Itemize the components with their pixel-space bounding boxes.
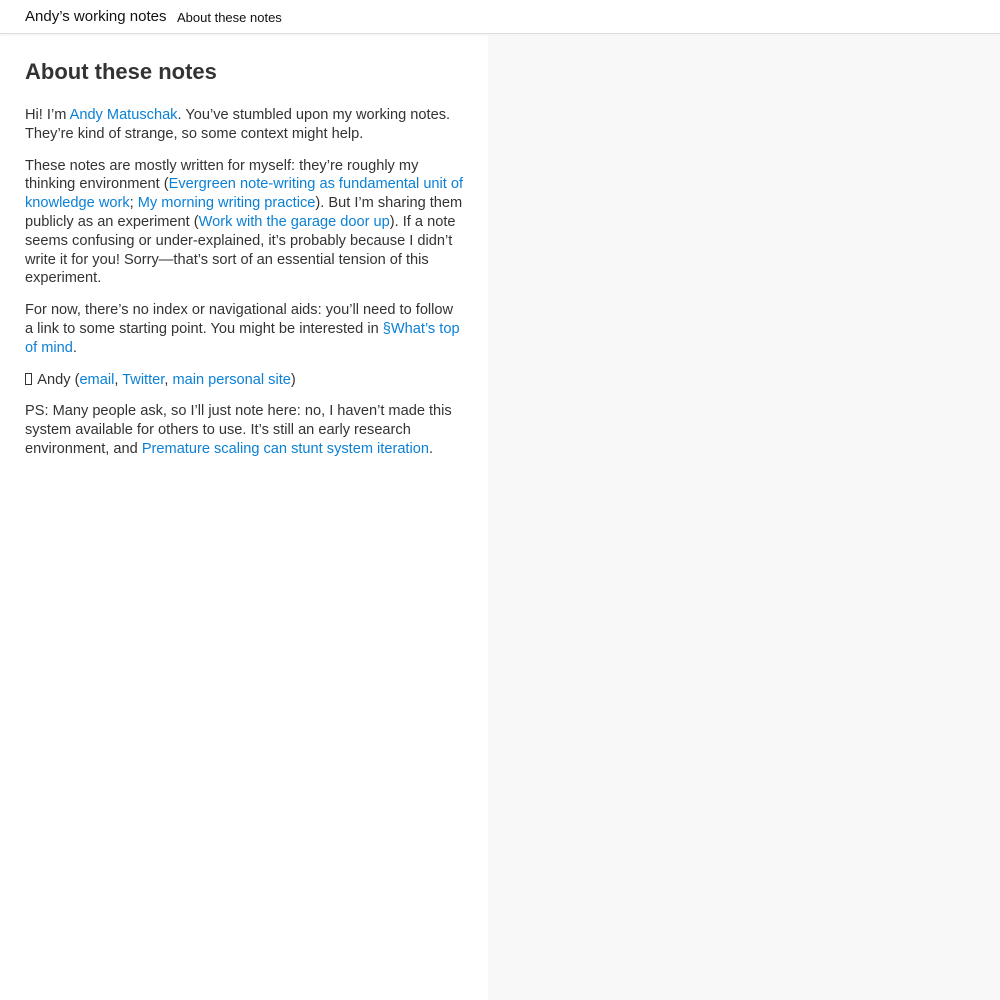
text: ). If a note seems confusing or under-explained, it’s probably because I didn’t write it for you! Sorry—that’s sort of an essential tension of this experiment. xyxy=(25,213,456,287)
note-title: About these notes xyxy=(25,59,217,84)
paragraph-ps xyxy=(25,402,465,458)
text: Andy ( xyxy=(34,371,80,388)
link-main-personal-site[interactable]: main personal site xyxy=(172,371,291,388)
note-content xyxy=(25,58,465,472)
paragraph-navigation xyxy=(25,301,465,357)
text: ). But I’m sharing them publicly as an experiment ( xyxy=(25,195,463,230)
text: ) xyxy=(290,371,296,388)
text: . xyxy=(72,339,77,356)
text: These notes are mostly written for myself: they’re roughly my thinking environment ( xyxy=(25,157,419,193)
breadcrumb-about-these-notes[interactable]: About these notes xyxy=(177,10,282,25)
top-bar xyxy=(0,0,1000,34)
link-garage-door-up[interactable]: Work with the garage door up xyxy=(198,213,390,230)
text: . xyxy=(428,440,434,457)
link-evergreen-note-writing[interactable]: Evergreen note-writing as fundamental unit of knowledge work xyxy=(25,176,464,212)
text: . You’ve stumbled upon my working notes. They’re kind of strange, so some context might help. xyxy=(25,107,451,142)
link-andy-matuschak[interactable]: Andy Matuschak xyxy=(69,107,178,123)
paragraph-signature xyxy=(25,371,465,390)
empty-stacked-column xyxy=(488,35,1000,1000)
text: Hi! I’m xyxy=(25,107,70,123)
paragraph-purpose xyxy=(25,157,465,289)
text: ; xyxy=(129,195,138,212)
text: , xyxy=(114,371,123,388)
link-email[interactable]: email xyxy=(79,371,115,388)
text: PS: Many people ask, so I’ll just note here: no, I haven’t made this system available for others to use. It’s still an early research environment, and xyxy=(25,403,452,457)
link-premature-scaling[interactable]: Premature scaling can stunt system iteration xyxy=(141,440,429,457)
text: For now, there’s no index or navigational aids: you’ll need to follow a link to some starting point. You might be interested in xyxy=(25,302,454,337)
link-morning-writing-practice[interactable]: My morning writing practice xyxy=(137,195,316,212)
site-title-link[interactable]: Andy’s working notes xyxy=(25,8,167,25)
signature-box-icon xyxy=(25,373,32,385)
text: , xyxy=(164,371,173,388)
link-twitter[interactable]: Twitter xyxy=(122,371,165,388)
paragraph-intro xyxy=(25,106,465,144)
link-whats-top-of-mind[interactable]: §What’s top of mind xyxy=(25,320,460,356)
